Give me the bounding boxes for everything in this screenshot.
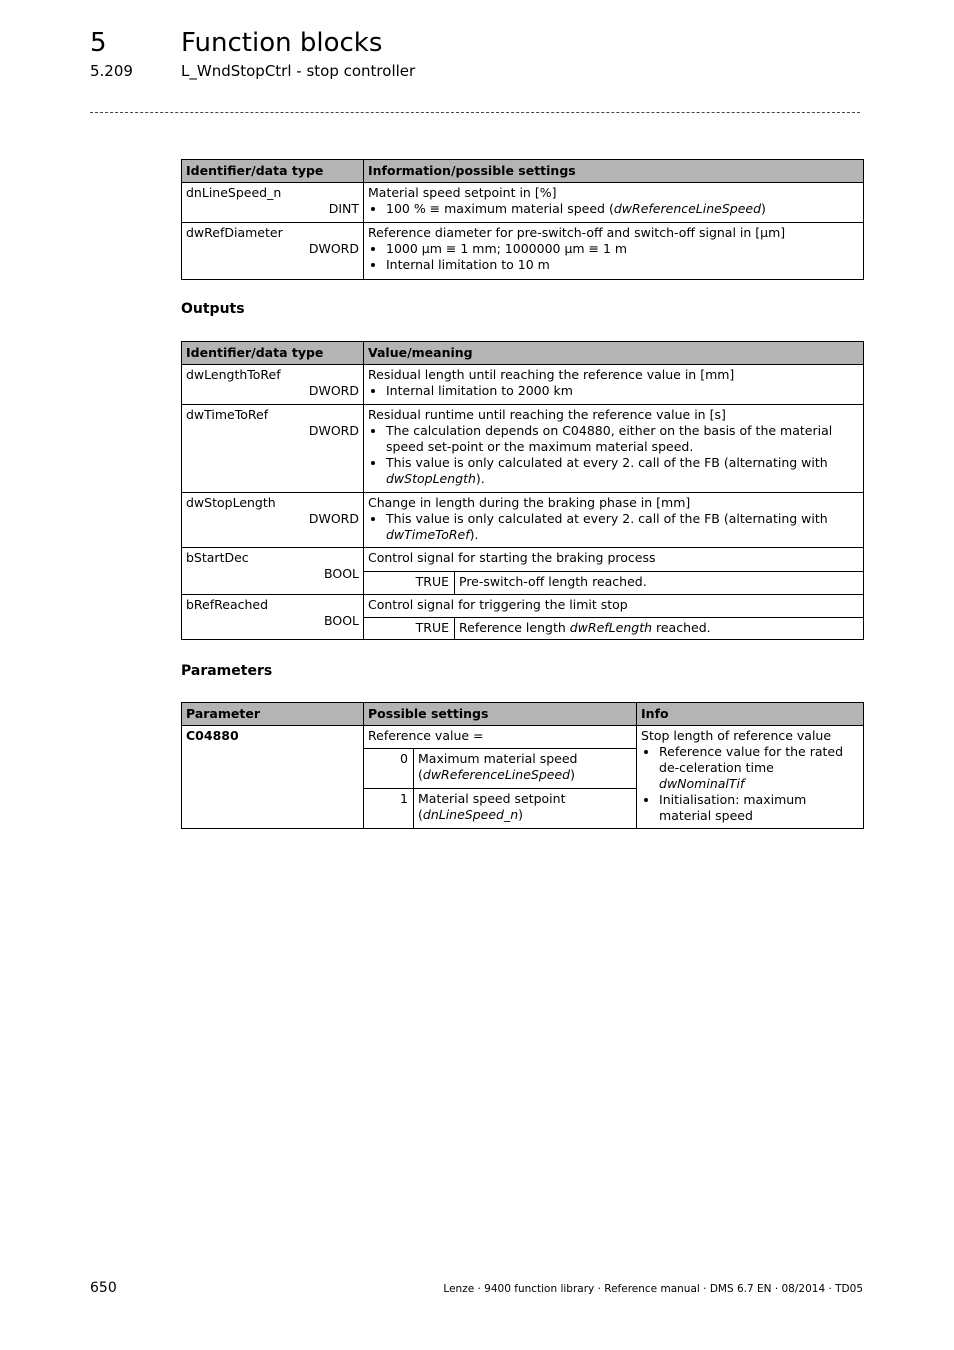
param-col-info: Info	[637, 703, 864, 726]
inputs-col-info: Information/possible settings	[364, 160, 864, 183]
list-item: • Internal limitation to 10 m	[386, 257, 859, 273]
data-type: BOOL	[324, 613, 359, 628]
section-number: 5.209	[90, 62, 133, 80]
parameters-table	[181, 702, 864, 829]
table-row	[182, 726, 864, 749]
list-item: • This value is only calculated at every 2. call of the FB (alternating with dwStopLength).	[386, 455, 859, 487]
table-row	[182, 183, 864, 223]
param-col-parameter: Parameter	[182, 703, 364, 726]
identifier: bRefReached	[186, 597, 269, 612]
list-item: • 100 % ≡ maximum material speed (dwReferenceLineSpeed)	[386, 201, 859, 217]
description: Residual runtime until reaching the reference value in [s]	[368, 407, 726, 422]
param-col-settings: Possible settings	[364, 703, 637, 726]
table-row	[182, 595, 864, 618]
chapter-title: Function blocks	[181, 28, 383, 58]
data-type: DWORD	[308, 511, 359, 526]
data-type: DWORD	[308, 241, 359, 256]
sub-meaning: Pre-switch-off length reached.	[455, 572, 864, 595]
section-title: L_WndStopCtrl - stop controller	[181, 62, 416, 80]
table-row	[182, 365, 864, 405]
info-cell	[637, 726, 864, 829]
inputs-table	[181, 159, 864, 280]
parameters-heading: Parameters	[181, 663, 273, 679]
description: Change in length during the braking phase in [mm]	[368, 495, 691, 510]
table-row	[182, 405, 864, 493]
identifier: dwLengthToRef	[186, 367, 281, 382]
option-label: Material speed setpoint (dnLineSpeed_n)	[414, 789, 637, 829]
sub-meaning: Reference length dwRefLength reached.	[455, 618, 864, 640]
list-item: • Internal limitation to 2000 km	[386, 383, 859, 399]
identifier: dwRefDiameter	[186, 225, 283, 240]
table-row	[182, 493, 864, 548]
list-item: • This value is only calculated at every 2. call of the FB (alternating with dwTimeToRef).	[386, 511, 859, 543]
data-type: BOOL	[324, 566, 359, 581]
inputs-col-identifier: Identifier/data type	[182, 160, 364, 183]
footer-text: Lenze · 9400 function library · Reference manual · DMS 6.7 EN · 08/2014 · TD05	[443, 1283, 863, 1295]
description: Control signal for starting the braking process	[364, 548, 864, 572]
list-item: • Reference value for the rated de-celeration time dwNominalTif	[659, 744, 859, 792]
identifier: dwStopLength	[186, 495, 276, 510]
parameter-code: C04880	[182, 726, 364, 829]
description: Reference diameter for pre-switch-off and switch-off signal in [µm]	[368, 225, 786, 240]
identifier: bStartDec	[186, 550, 249, 565]
header-divider	[90, 112, 860, 113]
description: Control signal for triggering the limit stop	[364, 595, 864, 618]
settings-title: Reference value =	[364, 726, 637, 749]
sub-value: TRUE	[364, 618, 455, 640]
option-value: 0	[364, 749, 414, 789]
table-row	[182, 223, 864, 280]
list-item: • 1000 µm ≡ 1 mm; 1000000 µm ≡ 1 m	[386, 241, 859, 257]
sub-value: TRUE	[364, 572, 455, 595]
outputs-table	[181, 341, 864, 640]
identifier: dnLineSpeed_n	[186, 185, 282, 200]
data-type: DWORD	[308, 423, 359, 438]
outputs-col-identifier: Identifier/data type	[182, 342, 364, 365]
description: Residual length until reaching the reference value in [mm]	[368, 367, 735, 382]
list-item: • Initialisation: maximum material speed	[659, 792, 859, 824]
outputs-heading: Outputs	[181, 301, 245, 317]
option-label: Maximum material speed (dwReferenceLineSpeed)	[414, 749, 637, 789]
page-number: 650	[90, 1280, 117, 1296]
info-title: Stop length of reference value	[641, 728, 832, 743]
option-value: 1	[364, 789, 414, 829]
identifier: dwTimeToRef	[186, 407, 269, 422]
data-type: DWORD	[308, 383, 359, 398]
table-row	[182, 548, 864, 572]
description: Material speed setpoint in [%]	[368, 185, 557, 200]
list-item: • The calculation depends on C04880, either on the basis of the material speed set-point or the maximum material speed.	[386, 423, 859, 455]
outputs-col-value: Value/meaning	[364, 342, 864, 365]
data-type: DINT	[328, 201, 359, 216]
chapter-number: 5	[90, 28, 107, 58]
